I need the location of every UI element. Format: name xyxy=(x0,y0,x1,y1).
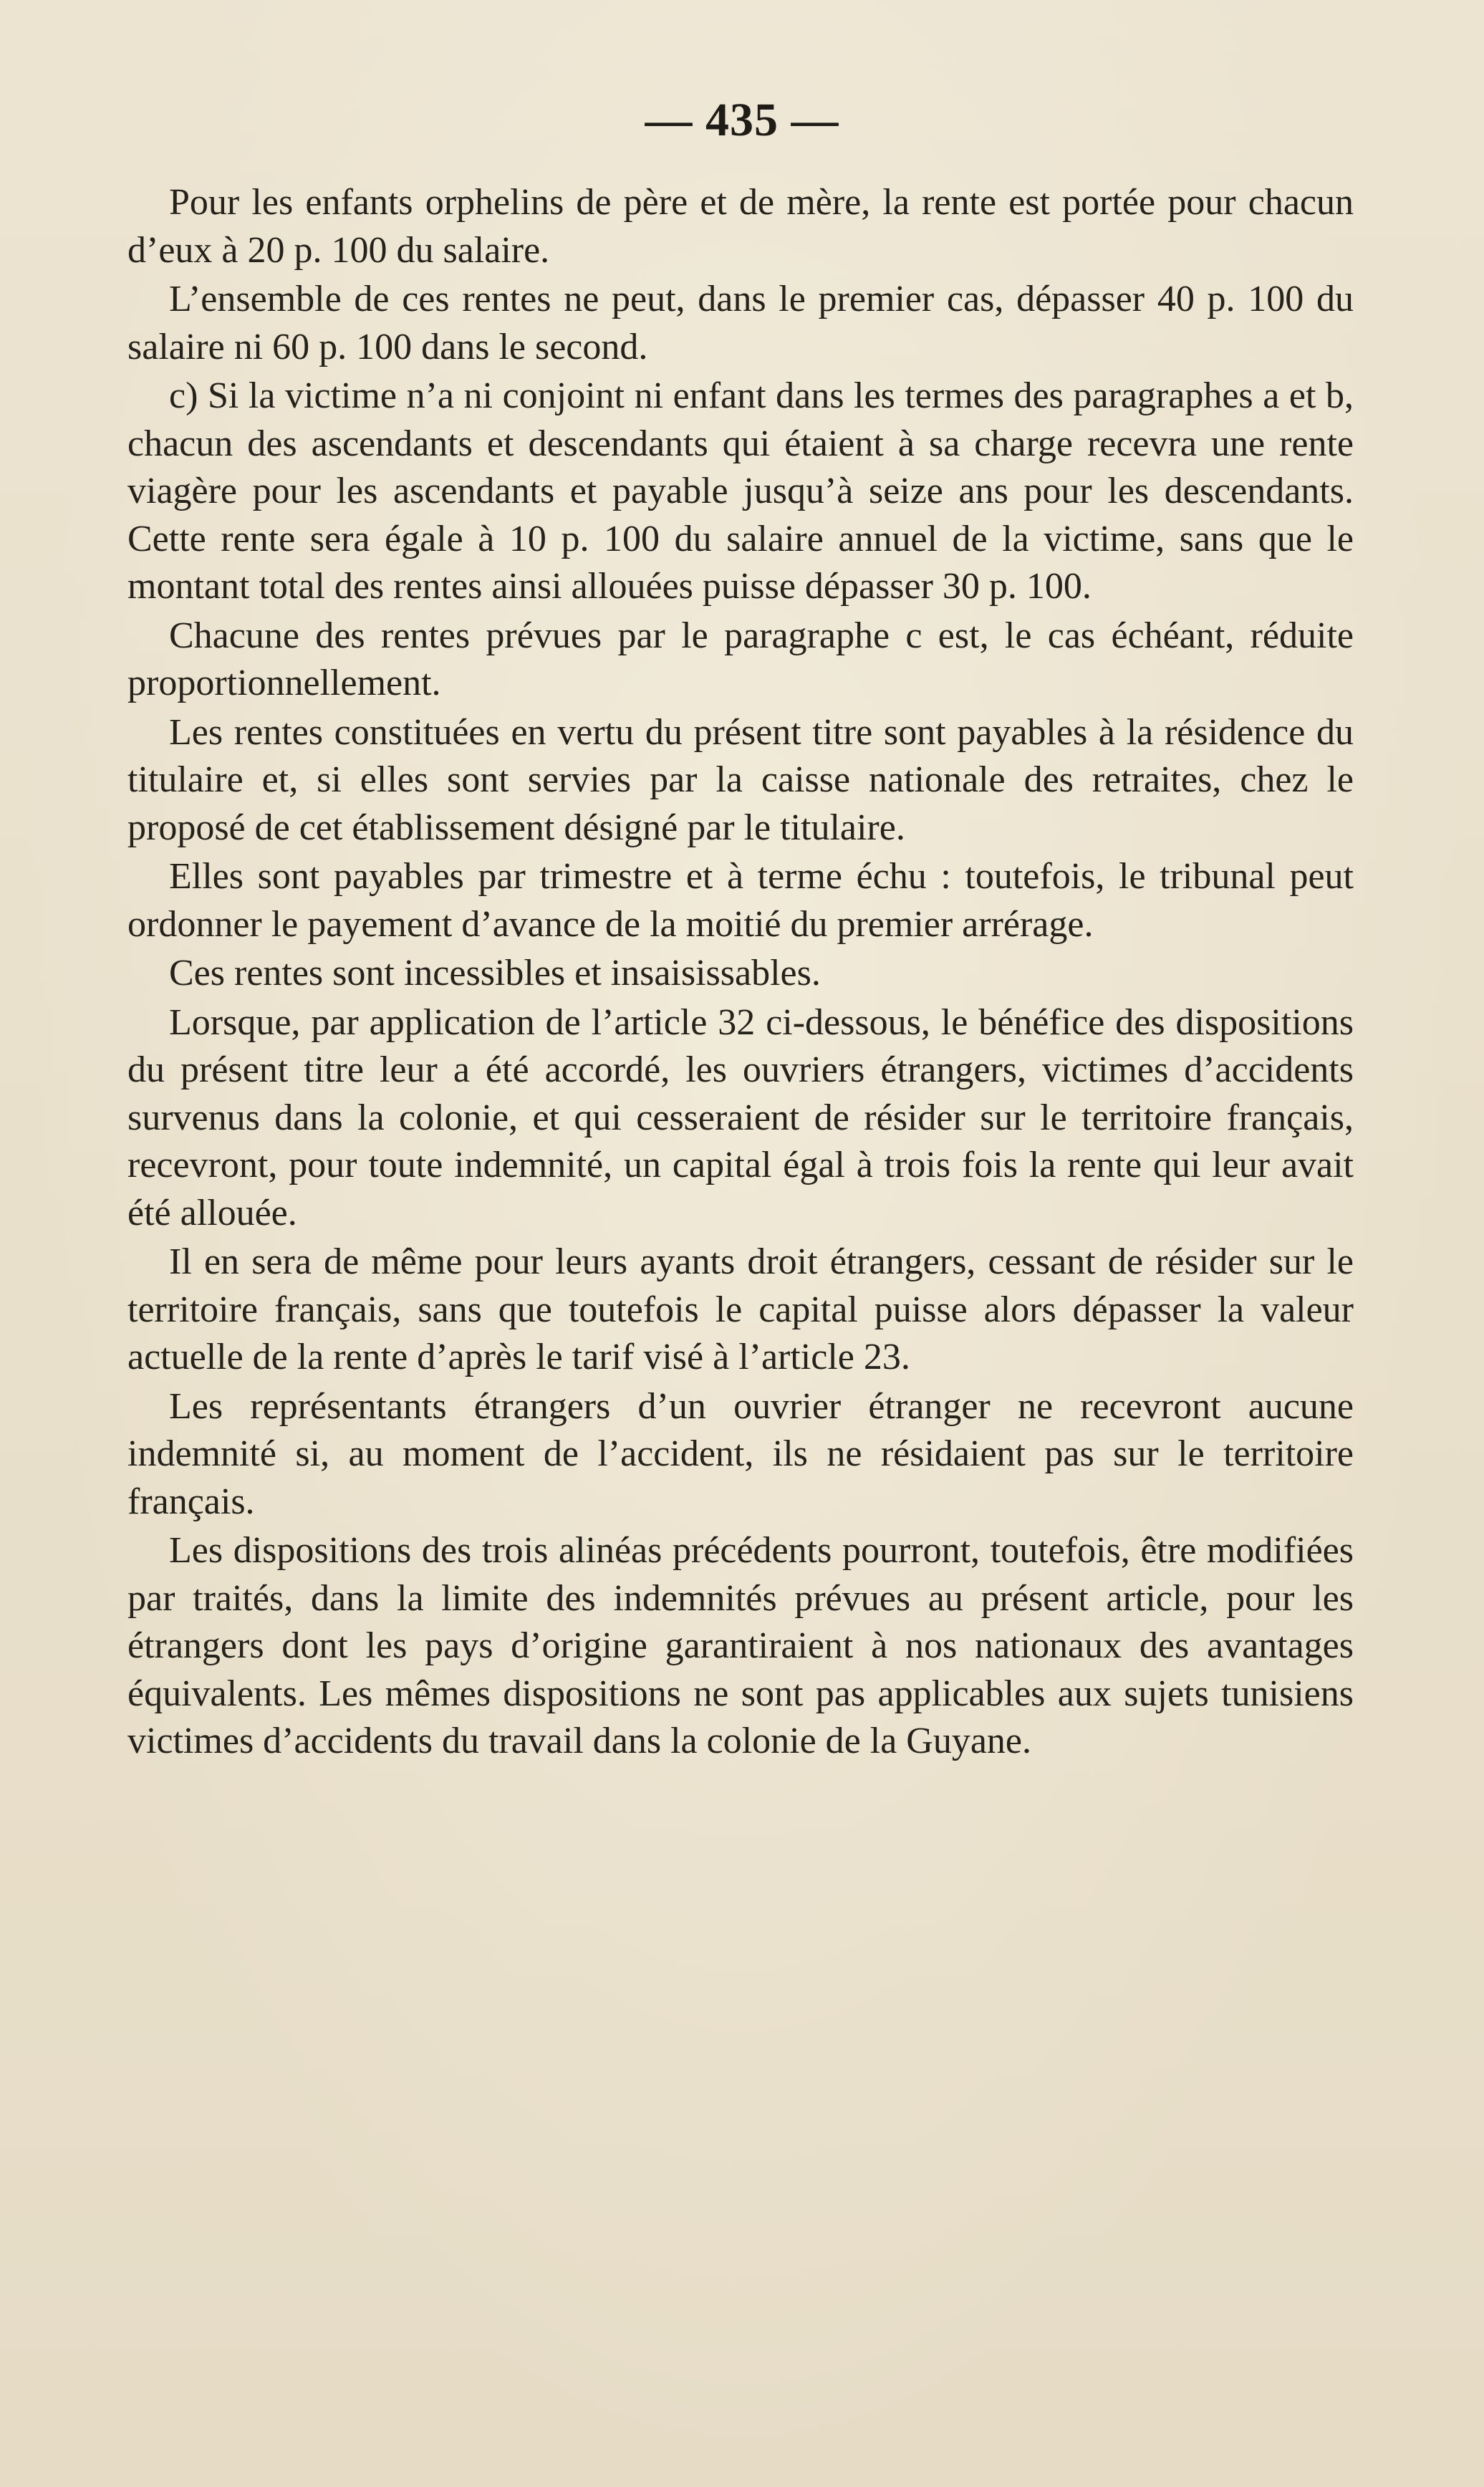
paragraph-rent-cap: L’ensemble de ces rentes ne peut, dans le premier cas, dépasser 40 p. 100 du salaire ni 60 p. 100 dans le second. xyxy=(127,279,1354,367)
paragraph-orphans-rent: Pour les enfants orphelins de père et de mère, la rente est portée pour chacun d’eux à 20 p. 100 du salaire. xyxy=(127,182,1354,271)
paragraph-incessible: Ces rentes sont incessibles et insaisissables. xyxy=(169,953,821,994)
paragraph-ascendants-descendants: c) Si la victime n’a ni conjoint ni enfant dans les termes des paragraphes a et b, chacun des ascendants et descendants qui étaient à sa charge recevra une rente viagère pour les ascendants et payable jusqu’à seize ans pour les descendants. Cette rente sera égale à 10 p. 100 du salaire annuel de la victime, sans que le montant total des rentes ainsi allouées puisse dépasser 30 p. 100. xyxy=(127,375,1354,607)
paragraph-foreign-representatives: Les représentants étrangers d’un ouvrier étranger ne recevront aucune indemnité si, au moment de l’accident, ils ne résidaient pas sur le territoire français. xyxy=(127,1385,1354,1522)
paragraph-foreign-workers: Lorsque, par application de l’article 32 ci-dessous, le bénéfice des dispositions du présent titre leur a été accordé, les ouvriers étrangers, victimes d’accidents survenus dans la colonie, et qui cesseraient de résider sur le territoire français, recevront, pour toute indemnité, un capital égal à trois fois la rente qui leur avait été allouée. xyxy=(127,1001,1354,1233)
paragraph-quarterly-payment: Elles sont payables par trimestre et à terme échu : toutefois, le tribunal peut ordonner le payement d’avance de la moitié du premier arrérage. xyxy=(127,856,1354,945)
page-number: — 435 — xyxy=(645,94,839,146)
paragraph-payment-residence: Les rentes constituées en vertu du présent titre sont payables à la résidence du titulaire et, si elles sont servies par la caisse nationale des retraites, chez le proposé de cet établissement désigné par le titulaire. xyxy=(127,711,1354,848)
paragraph-treaties-guyane: Les dispositions des trois alinéas précédents pourront, toutefois, être modifiées par traités, dans la limite des indemnités prévues au présent article, pour les étrangers dont les pays d’origine garantiraient à nos nationaux des avantages équivalents. Les mêmes dispositions ne sont pas applicables aux sujets tunisiens victimes d’accidents du travail dans la colonie de la Guyane. xyxy=(127,1530,1354,1761)
body-text xyxy=(127,179,1354,1766)
paragraph-proportional-reduction: Chacune des rentes prévues par le paragraphe c est, le cas échéant, réduite proportionnellement. xyxy=(127,615,1354,703)
paragraph-foreign-beneficiaries: Il en sera de même pour leurs ayants droit étrangers, cessant de résider sur le territoire français, sans que toutefois le capital puisse alors dépasser la valeur actuelle de la rente d’après le tarif visé à l’article 23. xyxy=(127,1241,1354,1377)
